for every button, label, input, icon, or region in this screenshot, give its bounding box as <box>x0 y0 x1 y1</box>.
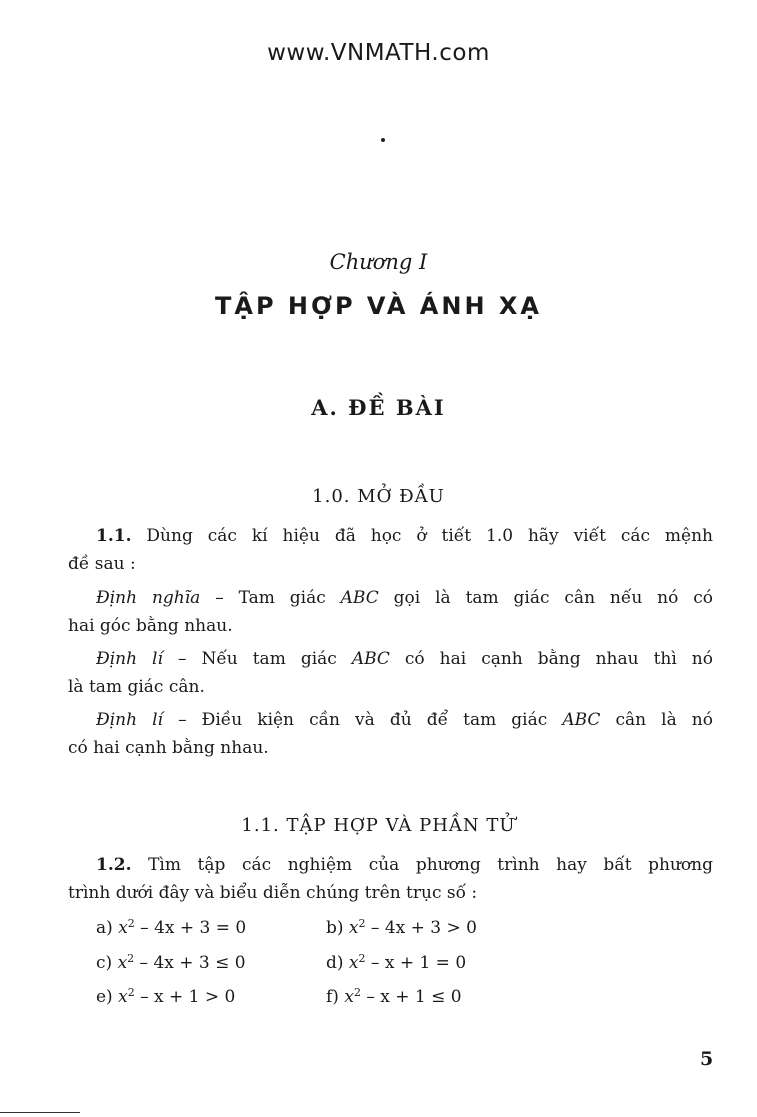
triangle-abc: ABC <box>340 588 379 608</box>
section-title-1-1: 1.1. TẬP HỢP VÀ PHẦN TỬ <box>241 815 516 836</box>
theorem1-line2: là tam giác cân. <box>68 677 205 697</box>
item-a <box>96 917 246 938</box>
expression: – 4x + 3 ≤ 0 <box>134 953 246 973</box>
expression: – 4x + 3 > 0 <box>365 918 477 938</box>
theorem2-line1 <box>96 706 713 735</box>
exercise-number: 1.2. <box>96 855 132 875</box>
exponent: 2 <box>127 952 135 965</box>
definition-label: Định nghĩa <box>96 588 201 608</box>
theorem-text-b: có hai cạnh bằng nhau thì nó <box>389 649 713 669</box>
expression: – 4x + 3 = 0 <box>134 918 247 938</box>
expression: – x + 1 = 0 <box>365 953 467 973</box>
variable-x: x <box>118 918 128 938</box>
variable-x: x <box>348 953 359 973</box>
chapter-title: TẬP HỢP VÀ ÁNH XẠ <box>215 292 542 320</box>
expression: – x + 1 ≤ 0 <box>360 987 462 1007</box>
item-label: d) <box>326 953 344 973</box>
part-title: A. ĐỀ BÀI <box>311 395 446 420</box>
item-b <box>326 917 477 938</box>
item-e <box>96 986 235 1007</box>
exercise-1-2-line2: trình dưới đây và biểu diễn chúng trên trục số : <box>68 883 478 903</box>
exercise-text: Dùng các kí hiệu đã học ở tiết 1.0 hãy viết các mệnh <box>146 526 713 546</box>
variable-x: x <box>117 953 128 973</box>
variable-x: x <box>348 918 359 938</box>
item-label: c) <box>96 953 113 973</box>
triangle-abc: ABC <box>351 649 390 669</box>
theorem2-line2: có hai cạnh bằng nhau. <box>68 738 269 758</box>
variable-x: x <box>118 987 128 1007</box>
exercise-1-2-line1 <box>96 851 713 880</box>
definition-text-a: – Tam giác <box>200 588 341 608</box>
chapter-label: Chương I <box>329 250 428 274</box>
exponent: 2 <box>358 952 366 965</box>
exercise-1-1-line1 <box>96 522 713 551</box>
triangle-abc: ABC <box>562 710 601 730</box>
item-label: b) <box>326 918 344 938</box>
exercise-1-1-line2: đề sau : <box>68 554 136 574</box>
definition-text-b: gọi là tam giác cân nếu nó có <box>378 588 714 608</box>
theorem-label: Định lí <box>96 649 163 669</box>
exponent: 2 <box>127 917 135 930</box>
footer-rule <box>0 1112 80 1113</box>
theorem1-line1 <box>96 645 713 674</box>
theorem-text-a: – Điều kiện cần và đủ để tam giác <box>163 710 563 730</box>
page-number: 5 <box>700 1048 714 1070</box>
site-url: www.VNMATH.com <box>267 40 490 66</box>
decorative-dot <box>381 138 385 142</box>
exercise-text: Tìm tập các nghiệm của phương trình hay bất phương <box>148 855 713 875</box>
item-d <box>326 952 466 973</box>
exercise-number: 1.1. <box>96 526 132 546</box>
definition-line1 <box>96 584 713 613</box>
exponent: 2 <box>358 917 366 930</box>
exponent: 2 <box>353 986 361 999</box>
exponent: 2 <box>127 986 135 999</box>
theorem-text-b: cân là nó <box>600 710 713 730</box>
theorem-text-a: – Nếu tam giác <box>162 649 352 669</box>
item-label: e) <box>96 987 113 1007</box>
item-c <box>96 952 246 973</box>
expression: – x + 1 > 0 <box>134 987 236 1007</box>
theorem-label: Định lí <box>96 710 163 730</box>
item-label: f) <box>326 987 339 1007</box>
variable-x: x <box>344 987 354 1007</box>
item-f <box>326 986 462 1007</box>
definition-line2: hai góc bằng nhau. <box>68 616 233 636</box>
item-label: a) <box>96 918 113 938</box>
section-title-1-0: 1.0. MỞ ĐẦU <box>312 486 445 507</box>
